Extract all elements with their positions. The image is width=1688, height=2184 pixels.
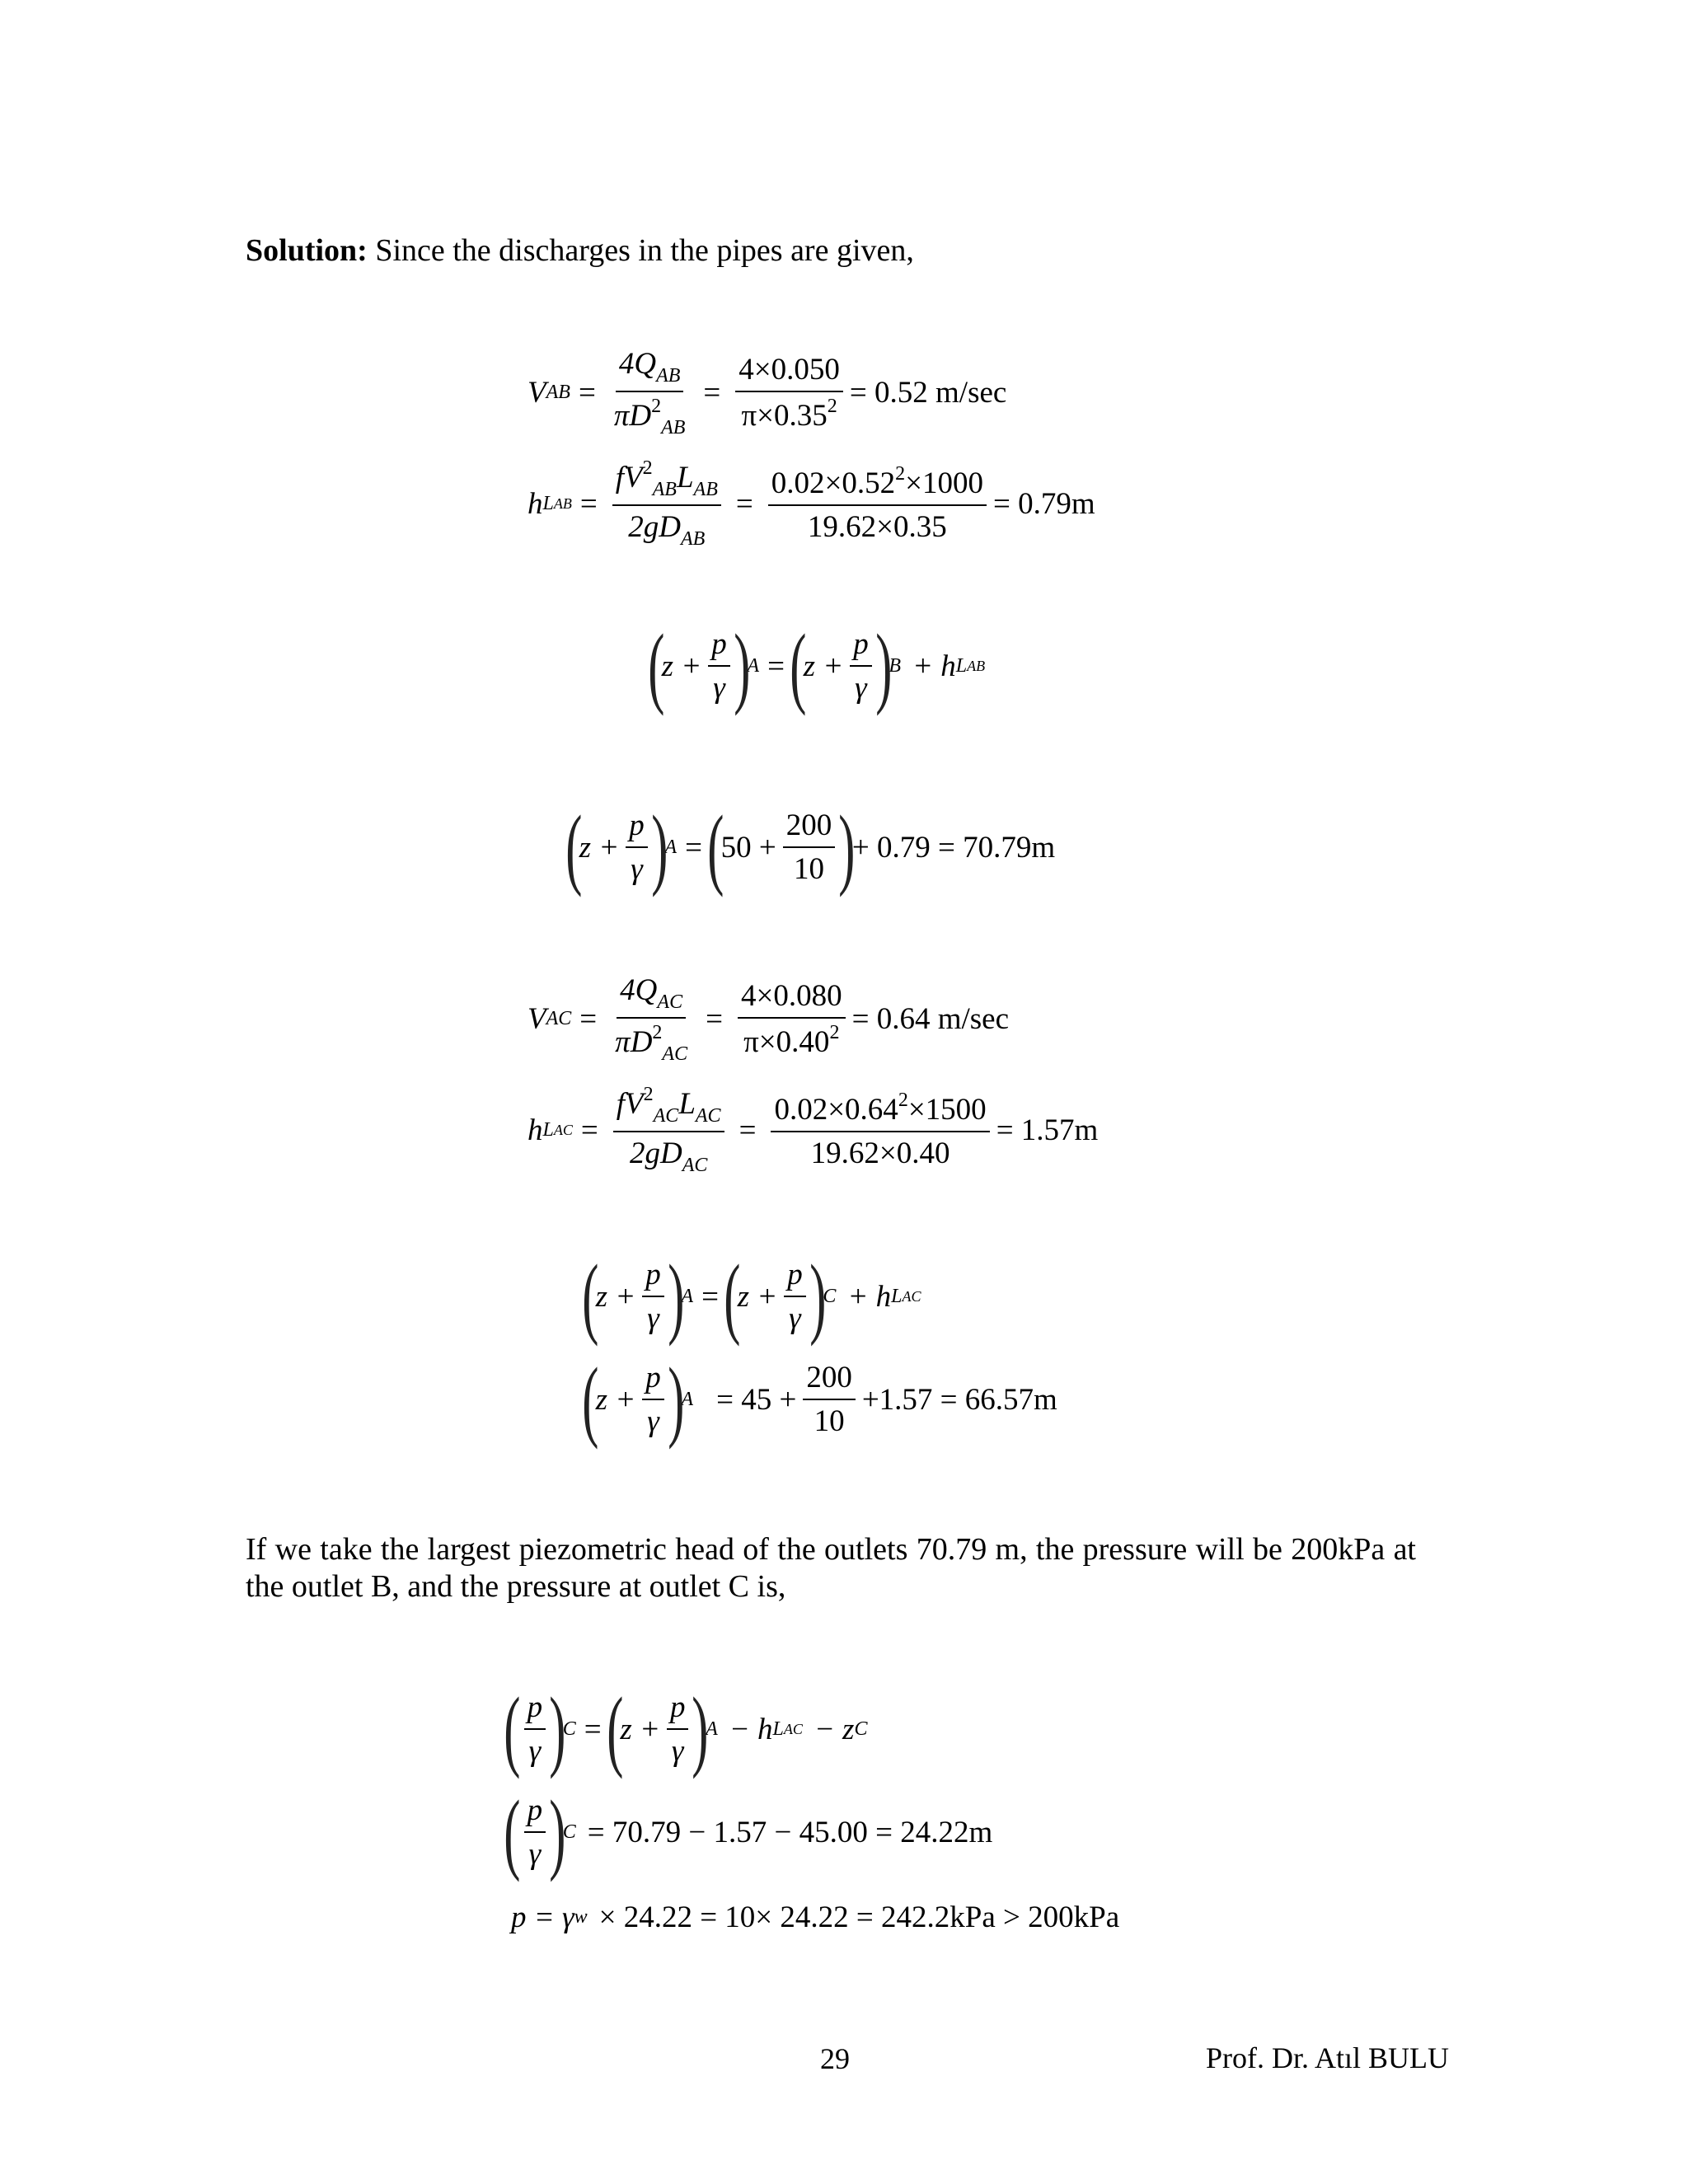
eq-numerator: p [626, 808, 648, 848]
eq-denominator: γ [713, 671, 725, 705]
fraction [642, 1360, 664, 1439]
eq-subscript: AC [546, 1008, 572, 1029]
eq-superscript: 2 [643, 1084, 654, 1105]
eq-numerator: p [642, 1257, 664, 1297]
eq-term: z + [803, 649, 844, 683]
eq-subscript: w [574, 1906, 588, 1928]
eq-term: − z [814, 1712, 855, 1746]
fraction [771, 1090, 989, 1171]
eq-subscript: AB [681, 528, 706, 550]
eq-subscript: AB [693, 479, 718, 500]
fraction [611, 346, 689, 439]
eq-term: z + [595, 1382, 636, 1417]
eq-subscript: AB [656, 365, 681, 387]
eq-denominator: 19.62×0.35 [807, 510, 947, 544]
eq-subscript: A [664, 836, 678, 858]
eq-subscript: C [562, 1718, 576, 1740]
eq-numerator: 4×0.050 [735, 352, 843, 392]
eq-subscript: A [747, 654, 760, 677]
eq-result: = 0.79m [992, 487, 1095, 521]
eq-term: z + [595, 1279, 636, 1314]
fraction [850, 626, 872, 705]
eq-superscript: 2 [642, 457, 653, 479]
eq-numerator: p [708, 626, 730, 667]
solution-intro [246, 232, 914, 270]
fraction [667, 1690, 689, 1769]
eq-subscript: AC [662, 1043, 688, 1065]
eq-numerator: p [667, 1690, 689, 1730]
eq-subscript: C [854, 1718, 868, 1740]
eq-denominator: γ [671, 1734, 684, 1768]
eq-denominator: 19.62×0.40 [810, 1137, 950, 1170]
fraction [803, 1360, 856, 1439]
eq-subscript: A [681, 1388, 694, 1410]
eq-term: − h [729, 1712, 773, 1746]
eq-subscript: A [706, 1718, 718, 1740]
eq-subscript: AC [553, 1122, 573, 1138]
fraction [612, 972, 691, 1066]
equation-pressure-final [511, 1900, 1119, 1935]
eq-subscript: L [891, 1285, 903, 1307]
eq-denominator: γ [631, 852, 643, 886]
eq-denominator: 2gD [629, 1137, 682, 1170]
eq-symbol: L [678, 1087, 696, 1121]
eq-denominator: 10 [793, 852, 824, 886]
eq-numerator: p [524, 1690, 546, 1730]
eq-subscript: L [772, 1718, 784, 1740]
eq-subscript: AB [967, 657, 986, 674]
eq-denominator: γ [528, 1734, 542, 1768]
eq-numerator: p [850, 626, 872, 667]
eq-term: z + [737, 1279, 778, 1314]
eq-superscript: 2 [895, 463, 906, 485]
eq-numerator: 4×0.080 [738, 978, 846, 1019]
equation-velocity-ac: V AC = $\frac{4Q_{AC}}{\pi D^2_{AC}}$ = $\frac{4\times 0.080}{\pi\times 0.40^2}$ = 0.64 m/sec [528, 973, 1010, 1065]
fraction [524, 1793, 546, 1872]
eq-subscript: AB [652, 479, 677, 500]
eq-numerator: 200 [783, 808, 836, 848]
eq-term: p = γ [511, 1900, 574, 1934]
eq-superscript: 2 [652, 1022, 663, 1043]
fraction [708, 626, 730, 705]
equation-headloss-ac: h L AC = $\frac{fV^2_{AC}L_{AC}}{2gD_{AC}}$ = $\frac{0.02\times 0.64^2\times 1500}{19.62\times 0.40}$ = 1.57m [528, 1084, 1099, 1176]
eq-numerator: fV [616, 1087, 644, 1121]
eq-subscript: AC [902, 1287, 921, 1305]
eq-superscript: 2 [898, 1090, 908, 1111]
eq-superscript: 2 [651, 396, 662, 417]
eq-subscript: AB [661, 417, 686, 438]
eq-term: + h [912, 649, 956, 683]
eq-symbol: V [528, 1002, 546, 1036]
fraction [768, 463, 987, 545]
eq-subscript: AC [657, 991, 683, 1013]
equation-head-a-1: ( z + $\frac{p}{\gamma}$ ) A = ( 50 + $\frac{200}{10}$ ) + 0.79 = 70.79m [565, 797, 1056, 898]
eq-numerator: ×1000 [905, 466, 983, 500]
eq-result: = 1.57m [996, 1113, 1099, 1147]
equation-headloss-ab: h L AB = $\frac{fV^2_{AB}L_{AB}}{2gD_{AB}}$ = $\frac{0.02\times 0.52^2\times 1000}{19.62\times 0.35}$ = 0.79m [528, 457, 1095, 550]
equation-energy-ac: ( z + $\frac{p}{\gamma}$ ) A = ( z + $\frac{p}{\gamma}$ ) C + h L AC [582, 1246, 921, 1347]
eq-denominator: π×0.35 [741, 399, 828, 433]
eq-subscript: AC [783, 1720, 803, 1737]
fraction [626, 808, 648, 887]
eq-subscript: A [681, 1285, 694, 1307]
eq-numerator: fV [615, 461, 643, 494]
eq-term: 50 + [720, 830, 776, 865]
fraction [735, 352, 843, 434]
eq-subscript: AC [653, 1105, 679, 1127]
fraction [642, 1257, 664, 1336]
fraction [784, 1257, 806, 1336]
eq-symbol: V [528, 376, 546, 410]
eq-numerator: 4Q [618, 347, 657, 381]
eq-denominator: γ [647, 1301, 659, 1335]
eq-numerator: 0.02×0.52 [771, 466, 896, 500]
eq-result: + 0.79 = 70.79m [851, 830, 1056, 865]
eq-superscript: 2 [829, 1022, 840, 1043]
eq-symbol: h [528, 1113, 543, 1147]
eq-result: × 24.22 = 10× 24.22 = 242.2kPa > 200kPa [598, 1900, 1120, 1934]
eq-denominator: γ [789, 1301, 801, 1335]
eq-term: + h [847, 1279, 892, 1314]
eq-term: = 45 + [716, 1382, 797, 1417]
eq-denominator: γ [647, 1404, 659, 1438]
fraction [524, 1690, 546, 1769]
eq-denominator: 2gD [628, 510, 681, 544]
eq-result: = 70.79 − 1.57 − 45.00 = 24.22m [587, 1815, 993, 1849]
equation-pressure-c-2: ( $\frac{p}{\gamma}$ ) C = 70.79 − 1.57 − 45.00 = 24.22m [504, 1782, 993, 1882]
eq-denominator: πD [613, 399, 652, 433]
equation-pressure-c-1: ( $\frac{p}{\gamma}$ ) C = ( z + $\frac{p}{\gamma}$ ) A − h L AC − z C [504, 1679, 868, 1779]
eq-subscript: C [823, 1285, 837, 1307]
eq-term: z + [579, 830, 620, 865]
eq-subscript: L [542, 493, 554, 514]
eq-subscript: C [562, 1821, 576, 1843]
eq-superscript: 2 [827, 396, 837, 417]
equation-head-a-2: ( z + $\frac{p}{\gamma}$ ) A = 45 + $\frac{200}{10}$ +1.57 = 66.57m [582, 1349, 1057, 1450]
eq-subscript: AC [682, 1155, 708, 1176]
eq-numerator: 4Q [620, 973, 658, 1007]
eq-numerator: ×1500 [907, 1093, 987, 1127]
eq-denominator: 10 [814, 1404, 845, 1438]
eq-denominator: π×0.40 [743, 1025, 830, 1059]
equation-velocity-ab: V AB = $\frac{4Q_{AB}}{\pi D^2_{AB}}$ = $\frac{4\times 0.050}{\pi\times 0.35^2}$ = 0.52 m/sec [528, 347, 1007, 438]
eq-numerator: 200 [803, 1360, 856, 1400]
fraction [613, 1084, 724, 1177]
eq-denominator: γ [528, 1837, 542, 1871]
eq-numerator: p [524, 1793, 546, 1833]
solution-text: Since the discharges in the pipes are given, [375, 233, 914, 268]
fraction [738, 978, 846, 1060]
eq-term: z + [620, 1712, 660, 1746]
footer-author: Prof. Dr. Atıl BULU [1206, 2041, 1450, 2074]
eq-result: = 0.52 m/sec [849, 376, 1007, 410]
eq-subscript: L [955, 654, 968, 677]
eq-subscript: AB [553, 495, 572, 512]
solution-label: Solution: [246, 233, 368, 268]
equation-energy-ab: ( z + $\frac{p}{\gamma}$ ) A = ( z + $\frac{p}{\gamma}$ ) B + h L AB [648, 616, 986, 716]
eq-subscript: AC [695, 1105, 721, 1127]
body-paragraph: If we take the largest piezometric head of the outlets 70.79 m, the pressure will be 200kPa at the outlet B, and the pressure at outlet C is, [246, 1532, 1416, 1604]
eq-numerator: p [642, 1360, 664, 1400]
eq-result: = 0.64 m/sec [851, 1002, 1010, 1036]
eq-subscript: B [889, 654, 902, 677]
eq-term: z + [661, 649, 702, 683]
eq-symbol: L [676, 461, 694, 494]
eq-result: +1.57 = 66.57m [861, 1382, 1057, 1417]
eq-denominator: πD [615, 1025, 653, 1059]
eq-symbol: h [528, 487, 543, 521]
page-number: 29 [820, 2042, 850, 2075]
eq-subscript: L [542, 1119, 554, 1141]
eq-subscript: AB [546, 382, 570, 403]
eq-denominator: γ [855, 671, 867, 705]
fraction [783, 808, 836, 887]
eq-numerator: 0.02×0.64 [774, 1093, 898, 1127]
eq-numerator: p [784, 1257, 806, 1297]
fraction [612, 457, 721, 551]
